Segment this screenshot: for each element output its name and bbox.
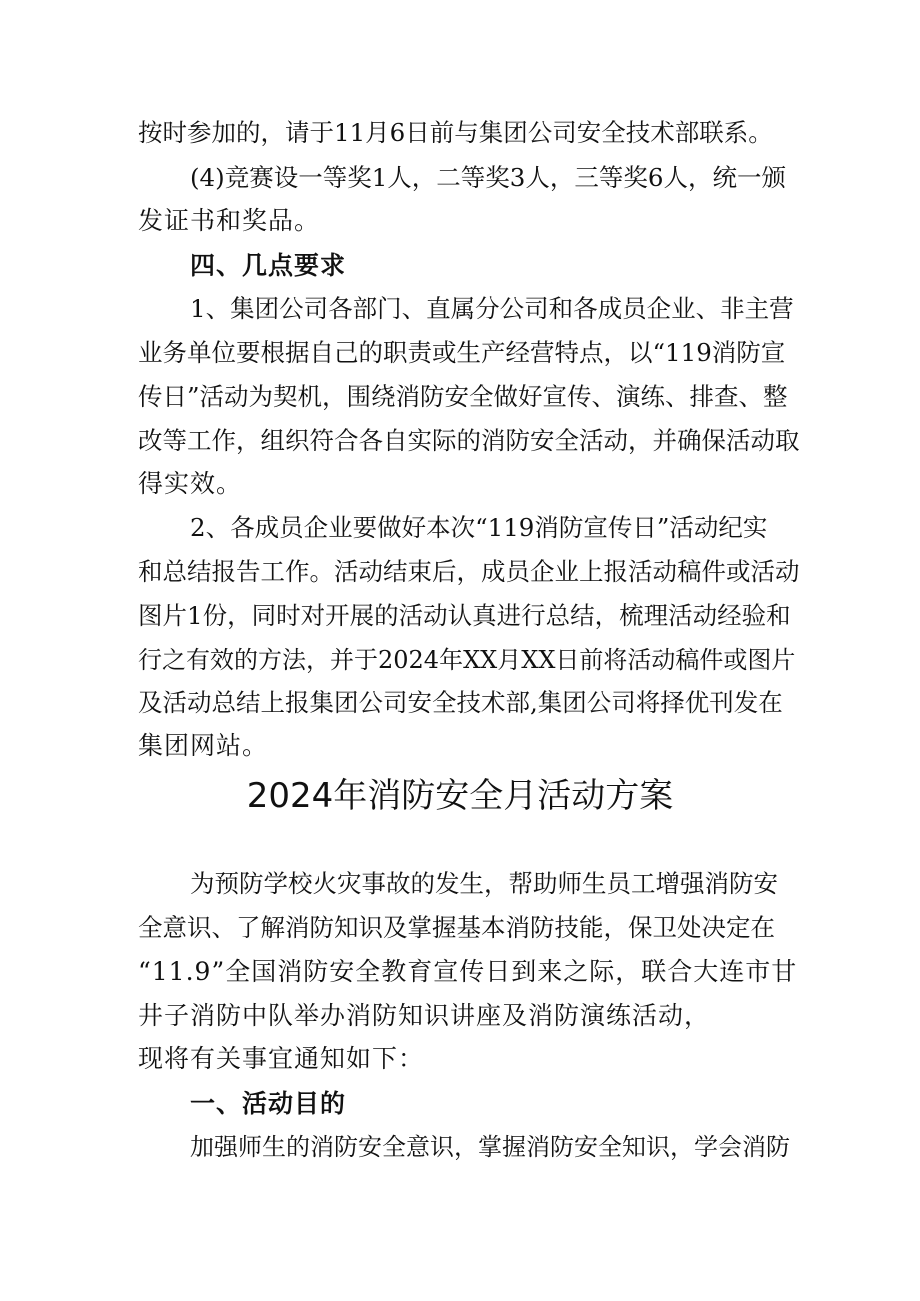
paragraph-line: 现将有关事宜通知如下：	[138, 1044, 425, 1073]
paragraph-line: 2、各成员企业要做好本次“119消防宣传日”活动纪实	[190, 513, 768, 542]
paragraph-line: 及活动总结上报集团公司安全技术部,集团公司将择优刊发在	[138, 688, 783, 717]
paragraph-line: 按时参加的，请于11月6日前与集团公司安全技术部联系。	[138, 118, 773, 147]
document-title: 2024年消防安全月活动方案	[246, 776, 674, 816]
paragraph-line: 和总结报告工作。活动结束后，成员企业上报活动稿件或活动	[138, 557, 800, 586]
section-heading: 四、几点要求	[190, 251, 347, 280]
paragraph-line: 1、集团公司各部门、直属分公司和各成员企业、非主营	[190, 294, 794, 323]
paragraph-line: 为预防学校火灾事故的发生，帮助师生员工增强消防安	[190, 869, 778, 898]
paragraph-line: 传日”活动为契机，围绕消防安全做好宣传、演练、排查、整	[138, 382, 788, 411]
paragraph-line: 井子消防中队举办消防知识讲座及消防演练活动，	[138, 1001, 711, 1030]
paragraph-line: (4)竞赛设一等奖1人，二等奖3人，三等奖6人，统一颁	[190, 163, 786, 192]
paragraph-line: 得实效。	[138, 469, 243, 498]
paragraph-line: “11.9”全国消防安全教育宣传日到来之际，联合大连市甘	[138, 957, 798, 986]
paragraph-line: 全意识、了解消防知识及掌握基本消防技能，保卫处决定在	[138, 913, 775, 942]
paragraph-line: 图片1份，同时对开展的活动认真进行总结，梳理活动经验和	[138, 601, 791, 630]
paragraph-line: 发证书和奖品。	[138, 206, 321, 235]
paragraph-line: 加强师生的消防安全意识，掌握消防安全知识，学会消防	[190, 1133, 790, 1161]
paragraph-line: 业务单位要根据自己的职责或生产经营特点，以“119消防宣	[138, 338, 786, 367]
paragraph-line: 集团网站。	[138, 731, 269, 760]
paragraph-line: 行之有效的方法，并于2024年XX月XX日前将活动稿件或图片	[138, 646, 796, 674]
section-heading: 一、活动目的	[190, 1089, 347, 1118]
paragraph-line: 改等工作，组织符合各自实际的消防安全活动，并确保活动取	[138, 426, 800, 455]
